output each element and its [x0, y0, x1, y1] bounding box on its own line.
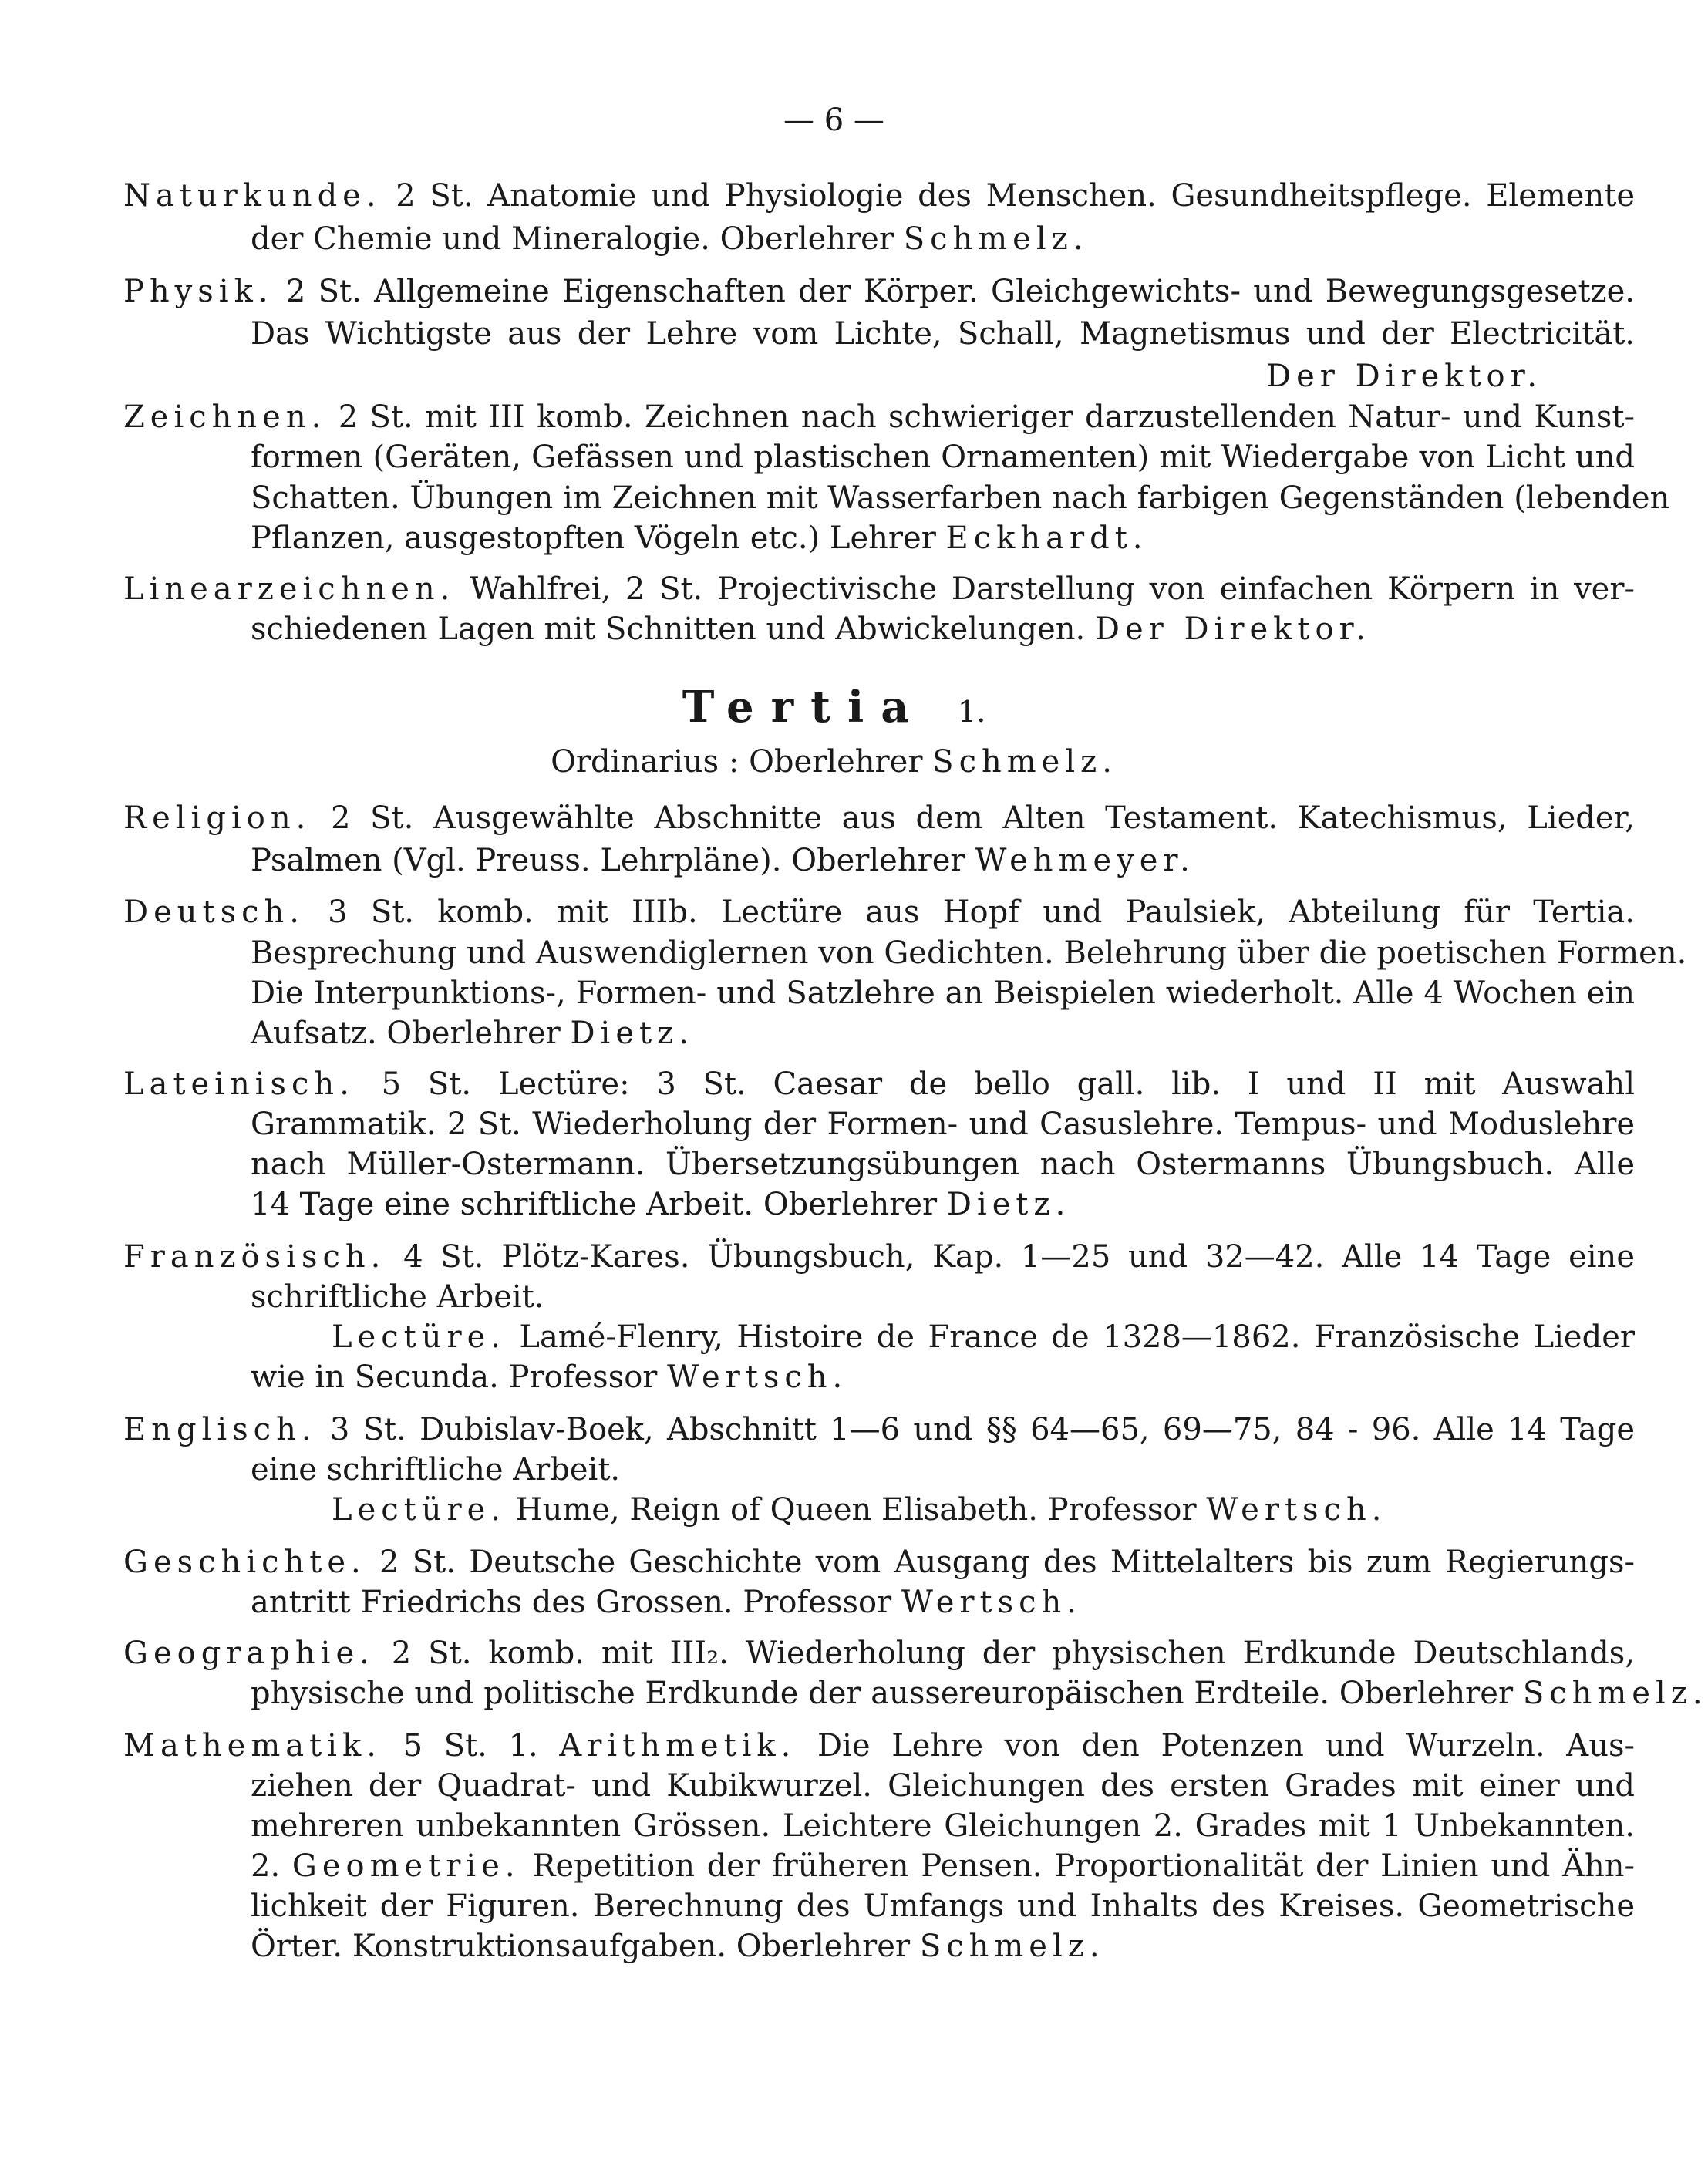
- entry-line: [251, 1450, 620, 1490]
- entry-line: [123, 176, 1635, 216]
- spaced-name: Der Direktor.: [1266, 359, 1543, 394]
- spaced-name: Schmelz.: [919, 1929, 1105, 1964]
- spaced-name: Dietz.: [570, 1016, 694, 1051]
- text-segment: wie in Secunda. Professor: [251, 1359, 668, 1395]
- ordinarius-role: Oberlehrer: [749, 744, 923, 780]
- text-segment: Örter. Konstruktionsaufgaben. Oberlehrer: [251, 1929, 920, 1964]
- spaced-name: Englisch.: [123, 1412, 317, 1447]
- spaced-name: Wehmeyer.: [975, 843, 1195, 878]
- text-segment: 2.: [251, 1848, 292, 1884]
- text-segment: 3 St. komb. mit IIIb. Lectüre aus Hopf und Paulsiek, Abteilung für Tertia.: [304, 895, 1635, 930]
- spaced-name: Naturkunde.: [123, 178, 382, 214]
- text-segment: Psalmen (Vgl. Preuss. Lehrpläne). Oberlehrer: [251, 843, 975, 878]
- text-segment: 2 St. Ausgewählte Abschnitte aus dem Alten Testament. Katechismus, Lieder,: [311, 800, 1635, 836]
- entry-line: [123, 1410, 1635, 1450]
- text-segment: Aufsatz. Oberlehrer: [251, 1016, 571, 1051]
- entry-line: [332, 1317, 1635, 1357]
- entry-line: [251, 1104, 1635, 1144]
- text-segment: nach Müller-Ostermann. Übersetzungsübungen nach Ostermanns Übungsbuch. Alle: [251, 1147, 1635, 1182]
- text-segment: schriftliche Arbeit.: [251, 1279, 544, 1315]
- entry-line: [251, 1673, 1708, 1713]
- entry-line: [251, 1766, 1635, 1806]
- spaced-name: Religion.: [123, 800, 312, 836]
- entry-line: [251, 518, 1148, 558]
- entry-line: [251, 1144, 1635, 1184]
- entry-line: [251, 1806, 1635, 1846]
- entry-line: [251, 1926, 1105, 1966]
- text-segment: Grammatik. 2 St. Wiederholung der Formen- und Casuslehre. Tempus- und Moduslehre: [251, 1107, 1635, 1142]
- entry-line: [251, 1184, 1070, 1225]
- text-segment: der Chemie und Mineralogie. Oberlehrer: [251, 221, 904, 257]
- text-segment: mehreren unbekannten Grössen. Leichtere Gleichungen 2. Grades mit 1 Unbekannten.: [251, 1808, 1635, 1844]
- text-segment: schiedenen Lagen mit Schnitten und Abwickelungen.: [251, 612, 1095, 647]
- entry-line: [1266, 356, 1542, 396]
- text-segment: 2 St. komb. mit III₂. Wiederholung der physischen Erdkunde Deutschlands,: [374, 1636, 1635, 1671]
- entry-line: [251, 478, 1670, 518]
- spaced-name: Wertsch.: [1206, 1492, 1387, 1528]
- entry-line: [123, 271, 1635, 312]
- section-title: [0, 682, 1668, 736]
- text-segment: eine schriftliche Arbeit.: [251, 1452, 621, 1487]
- section-number: 1.: [958, 695, 986, 729]
- entry-line: [251, 1846, 1635, 1886]
- text-segment: Repetition der früheren Pensen. Proportionalität der Linien und Ähn-: [520, 1848, 1635, 1884]
- spaced-name: Geometrie.: [291, 1848, 520, 1884]
- spaced-name: Der Direktor.: [1094, 612, 1371, 647]
- ordinarius-label: Ordinarius :: [551, 744, 739, 780]
- text-segment: Die Interpunktions-, Formen- und Satzlehre an Beispielen wiederholt. Alle 4 Wochen ein: [251, 975, 1635, 1011]
- text-segment: Das Wichtigste aus der Lehre vom Lichte, Schall, Magnetismus und der Electricität.: [251, 316, 1635, 352]
- entry-line: [123, 1237, 1635, 1277]
- text-segment: Lamé-Flenry, Histoire de France de 1328—1862. Französische Lieder: [505, 1319, 1635, 1355]
- text-segment: 5 St. 1.: [381, 1728, 560, 1764]
- spaced-name: Wertsch.: [901, 1585, 1083, 1620]
- text-segment: Wahlfrei, 2 St. Projectivische Darstellung von einfachen Körpern in ver-: [455, 571, 1635, 607]
- entry-line: [251, 933, 1687, 973]
- spaced-name: Lectüre.: [332, 1492, 506, 1528]
- entry-line: [251, 1886, 1635, 1926]
- text-segment: Besprechung und Auswendiglernen von Gedichten. Belehrung über die poetischen Formen.: [251, 935, 1687, 971]
- section-title-text: Tertia: [682, 682, 926, 733]
- entry-line: [251, 437, 1635, 477]
- text-segment: 3 St. Dubislav-Boek, Abschnitt 1—6 und §§ 64—65, 69—75, 84 - 96. Alle 14 Tage: [316, 1412, 1635, 1447]
- spaced-name: Geschichte.: [123, 1545, 366, 1580]
- text-segment: 2 St. Allgemeine Eigenschaften der Körper. Gleichgewichts- und Bewegungsgesetze.: [273, 274, 1635, 309]
- text-segment: 5 St. Lectüre: 3 St. Caesar de bello gall. lib. I und II mit Auswahl: [354, 1066, 1635, 1102]
- entry-line: [251, 219, 1088, 259]
- text-segment: formen (Geräten, Gefässen und plastischen Ornamenten) mit Wiedergabe von Licht und: [251, 440, 1635, 475]
- ordinarius-name: Schmelz.: [932, 744, 1117, 780]
- spaced-name: Physik.: [123, 274, 274, 309]
- text-segment: 2 St. Anatomie und Physiologie des Menschen. Gesundheitspflege. Elemente: [381, 178, 1635, 214]
- spaced-name: Dietz.: [946, 1187, 1071, 1222]
- page-number: — 6 —: [783, 103, 884, 138]
- entry-line: [123, 397, 1635, 437]
- text-segment: 4 St. Plötz-Kares. Übungsbuch, Kap. 1—25 und 32—42. Alle 14 Tage eine: [386, 1239, 1635, 1275]
- spaced-name: Französisch.: [123, 1239, 386, 1275]
- text-segment: Die Lehre von den Potenzen und Wurzeln. Aus-: [796, 1728, 1635, 1764]
- spaced-name: Schmelz.: [903, 221, 1089, 257]
- ordinarius-line: [0, 742, 1668, 782]
- entry-line: [251, 1013, 694, 1053]
- entry-line: [123, 1542, 1635, 1582]
- text-segment: Hume, Reign of Queen Elisabeth. Professor: [505, 1492, 1207, 1528]
- entry-line: [251, 1277, 544, 1317]
- entry-line: [251, 973, 1635, 1013]
- text-segment: lichkeit der Figuren. Berechnung des Umfangs und Inhalts des Kreises. Geometrische: [251, 1888, 1635, 1924]
- text-segment: 2 St. mit III komb. Zeichnen nach schwieriger darzustellenden Natur- und Kunst-: [326, 399, 1635, 435]
- spaced-name: Mathematik.: [123, 1728, 382, 1764]
- entry-line: [123, 1726, 1635, 1766]
- spaced-name: Arithmetik.: [559, 1728, 797, 1764]
- spaced-name: Lateinisch.: [123, 1066, 355, 1102]
- entry-line: [251, 841, 1195, 881]
- spaced-name: Wertsch.: [667, 1359, 848, 1395]
- spaced-name: Deutsch.: [123, 895, 305, 930]
- spaced-name: Zeichnen.: [123, 399, 327, 435]
- text-segment: antritt Friedrichs des Grossen. Professor: [251, 1585, 901, 1620]
- spaced-name: Eckhardt.: [945, 521, 1148, 556]
- entry-line: [332, 1490, 1386, 1530]
- spaced-name: Lectüre.: [332, 1319, 506, 1355]
- spaced-name: Linearzeichnen.: [123, 571, 456, 607]
- text-segment: physische und politische Erdkunde der aussereuropäischen Erdteile. Oberlehrer: [251, 1676, 1523, 1711]
- entry-line: [251, 1582, 1082, 1622]
- spaced-name: Geographie.: [123, 1636, 375, 1671]
- entry-line: [251, 314, 1635, 354]
- entry-line: [123, 798, 1635, 838]
- entry-line: [123, 569, 1635, 609]
- spaced-name: Schmelz.: [1522, 1676, 1708, 1711]
- text-segment: ziehen der Quadrat- und Kubikwurzel. Gleichungen des ersten Grades mit einer und: [251, 1768, 1635, 1804]
- text-segment: Pflanzen, ausgestopften Vögeln etc.) Lehrer: [251, 521, 946, 556]
- entry-line: [251, 609, 1371, 649]
- entry-line: [123, 892, 1635, 932]
- entry-line: [251, 1357, 847, 1397]
- text-segment: 14 Tage eine schriftliche Arbeit. Oberlehrer: [251, 1187, 947, 1222]
- text-segment: 2 St. Deutsche Geschichte vom Ausgang des Mittelalters bis zum Regierungs-: [366, 1545, 1635, 1580]
- entry-line: [123, 1633, 1635, 1673]
- text-segment: Schatten. Übungen im Zeichnen mit Wasserfarben nach farbigen Gegenständen (lebenden: [251, 480, 1670, 516]
- entry-line: [123, 1064, 1635, 1104]
